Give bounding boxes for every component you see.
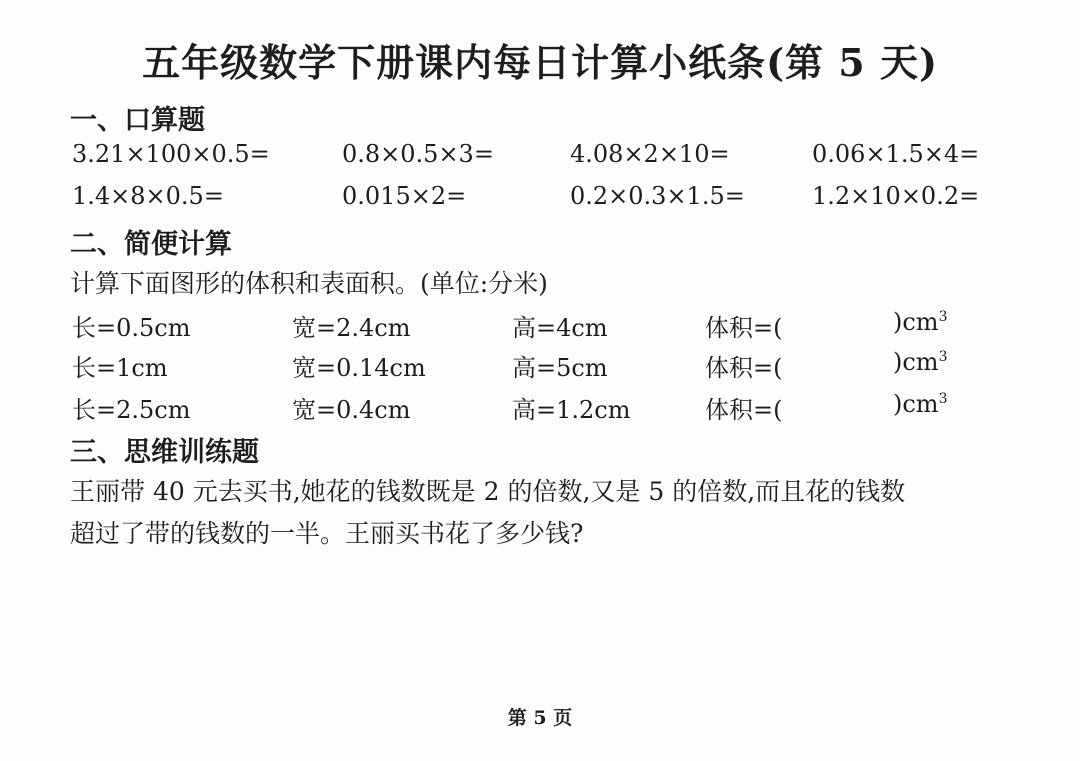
oral-problem: 0.015×2= bbox=[342, 182, 467, 210]
volume-answer-blank bbox=[705, 308, 948, 343]
length-value: 长=0.5cm bbox=[72, 314, 191, 342]
word-problem-line: 超过了带的钱数的一半。王丽买书花了多少钱? bbox=[70, 519, 584, 548]
volume-label: 体积=( bbox=[705, 354, 783, 382]
page-title: 五年级数学下册课内每日计算小纸条(第 5 天) bbox=[142, 40, 938, 85]
volume-unit-exponent: 3 bbox=[938, 349, 948, 365]
oral-problem: 4.08×2×10= bbox=[570, 140, 730, 168]
height-value: 高=4cm bbox=[512, 314, 608, 342]
volume-label: 体积=( bbox=[705, 396, 783, 424]
volume-unit-exponent: 3 bbox=[938, 391, 948, 407]
page-number: 第 5 页 bbox=[507, 707, 573, 729]
width-value: 宽=0.14cm bbox=[292, 354, 426, 382]
volume-answer-blank bbox=[705, 390, 948, 425]
volume-unit: )cm bbox=[893, 308, 939, 336]
oral-problem: 1.2×10×0.2= bbox=[812, 182, 980, 210]
section-heading-thinking: 三、思维训练题 bbox=[70, 437, 259, 468]
volume-unit: )cm bbox=[893, 348, 939, 376]
oral-problem: 0.8×0.5×3= bbox=[342, 140, 494, 168]
length-value: 长=1cm bbox=[72, 354, 168, 382]
oral-problem: 0.06×1.5×4= bbox=[812, 140, 980, 168]
volume-label: 体积=( bbox=[705, 314, 783, 342]
volume-answer-blank bbox=[705, 348, 948, 383]
calculation-instruction: 计算下面图形的体积和表面积。(单位:分米) bbox=[70, 269, 548, 298]
oral-problem: 0.2×0.3×1.5= bbox=[570, 182, 745, 210]
volume-unit: )cm bbox=[893, 390, 939, 418]
oral-problem: 1.4×8×0.5= bbox=[72, 182, 224, 210]
section-heading-oral: 一、口算题 bbox=[70, 105, 205, 136]
width-value: 宽=0.4cm bbox=[292, 396, 411, 424]
height-value: 高=1.2cm bbox=[512, 396, 631, 424]
volume-unit-exponent: 3 bbox=[938, 309, 948, 325]
height-value: 高=5cm bbox=[512, 354, 608, 382]
oral-problem: 3.21×100×0.5= bbox=[72, 140, 270, 168]
word-problem-line: 王丽带 40 元去买书,她花的钱数既是 2 的倍数,又是 5 的倍数,而且花的钱数 bbox=[70, 477, 906, 506]
width-value: 宽=2.4cm bbox=[292, 314, 411, 342]
section-heading-calculation: 二、简便计算 bbox=[70, 229, 232, 260]
length-value: 长=2.5cm bbox=[72, 396, 191, 424]
